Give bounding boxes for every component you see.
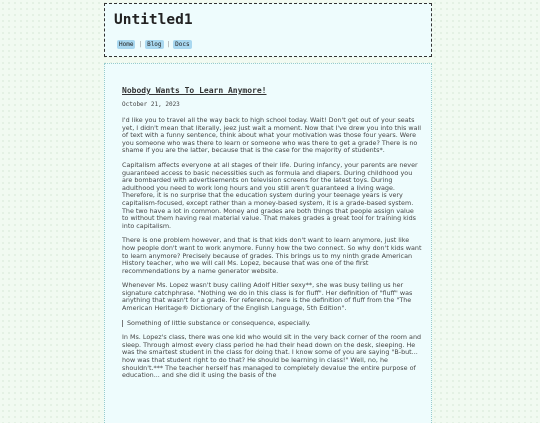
post-body bbox=[122, 117, 422, 387]
post-paragraph: Whenever Ms. Lopez wasn't busy calling Adolf Hitler sexy**, she was busy telling us her signature catchphrase. "Nothing we do in this class is for fluff". Her definition of "fluff" was anything that wasn't for a grade. For reference, here is the definition of fluff from the "The American Heritage® Dictionary of the English Language, 5th Edition". bbox=[122, 281, 413, 313]
main-nav bbox=[117, 40, 192, 49]
post-paragraph: I'd like you to travel all the way back to high school today. Wait! Don't get out of your seats yet, I didn't mean that literally, jeez just wait a moment. Now that I've drew you into this wall of text with a funny sentence, think about what your motivation was those four years. Were you someone who was there to learn or someone who was there to get a grade? There is no shame if you are the latter, because that is the case for the majority of students*. bbox=[122, 116, 422, 155]
nav-link-home[interactable]: Home bbox=[119, 41, 134, 48]
nav-separator: | bbox=[138, 41, 143, 48]
post-paragraph: In Ms. Lopez's class, there was one kid who would sit in the very back corner of the room and sleep. Through almost every class period he had their head down on the desk, sleeping. He was the smartest student in the class for doing that. I know some of you are saying "B-but... how was that student right to do that? He should be learning in class!" Well, no, he shouldn't.*** The teacher herself has managed to completely devalue the entire purpose of education... and she did it using the basis of the bbox=[122, 333, 422, 380]
nav-separator: | bbox=[166, 41, 171, 48]
post-date: October 21, 2023 bbox=[122, 101, 180, 108]
site-title: Untitled1 bbox=[114, 12, 193, 28]
nav-link-blog[interactable]: Blog bbox=[147, 41, 162, 48]
post-paragraph: There is one problem however, and that is that kids don't want to learn anymore, just like how people don't want to work anymore. Funny how the two connect. So why don't kids want to learn anymore? Precisely because of grades. This brings us to my ninth grade American History teacher, who we will call Ms. Lopez, because that was one of the first recommendations by a name generator website. bbox=[122, 236, 422, 275]
post-container bbox=[104, 63, 432, 423]
post-title[interactable]: Nobody Wants To Learn Anymore! bbox=[122, 86, 267, 95]
blockquote: Something of little substance or consequence, especially. bbox=[122, 320, 422, 328]
post-paragraph: Capitalism affects everyone at all stages of their life. During infancy, your parents are never guaranteed access to basic necessities such as formula and diapers. During childhood you are bombarded with advertisements on television screens for the latest toys. During adulthood you need to work long hours and you still aren't guaranteed a living wage. Therefore, it is no surprise that the education system during your teenage years is very capitalism-focused, except rather than a money-based system, it is a grade-based system. The two have a lot in common. Money and grades are both things that people assign value to without them having real material value. That makes grades a great tool for training kids into capitalism. bbox=[122, 160, 418, 230]
site-header bbox=[104, 3, 432, 57]
nav-link-docs[interactable]: Docs bbox=[175, 41, 190, 48]
